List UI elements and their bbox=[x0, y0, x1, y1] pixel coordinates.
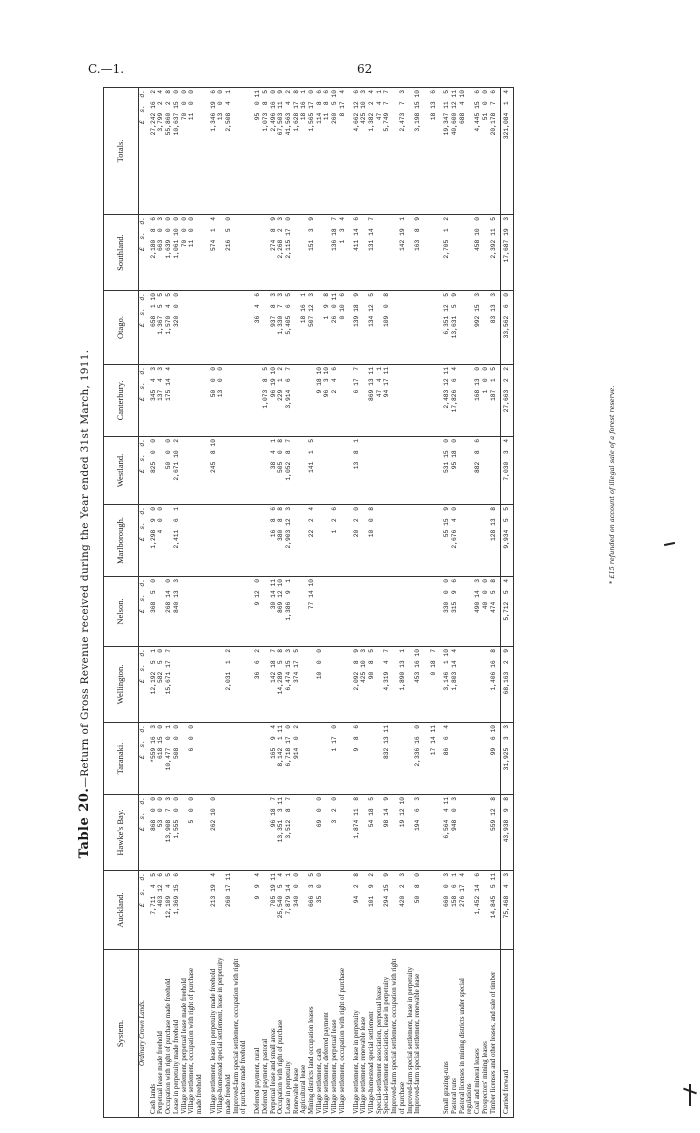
column-header: Taranaki. bbox=[104, 723, 139, 795]
table-row bbox=[207, 88, 252, 1118]
system-name: Coal and mineral leases bbox=[474, 1048, 482, 1114]
units-cell: £ s. d. bbox=[139, 437, 147, 505]
system-name: Small grazing-runs bbox=[443, 1061, 451, 1114]
header-row bbox=[104, 88, 139, 1118]
revenue-cell: 658 1 10 1,367 5 5 1,570 4 5 320 0 0 bbox=[147, 291, 207, 365]
units-cell: £ s. d. bbox=[139, 871, 147, 950]
system-name: Improved-farm special settlement, occupation with right of purchase made freehold bbox=[232, 958, 248, 1114]
system-name: Village settlement, cash bbox=[315, 1048, 323, 1114]
system-name: Lease in perpetuity bbox=[284, 1061, 292, 1114]
system-name: Deferred payment, rural bbox=[254, 1047, 262, 1114]
system-name: Village settlement, lease in perpetuity bbox=[352, 1010, 360, 1114]
carried-forward-value: 321,084 1 4 bbox=[501, 88, 514, 215]
system-name: Occupation with right of purchase made freehold bbox=[165, 978, 173, 1114]
revenue-cell bbox=[207, 577, 252, 647]
carried-forward-value: 33,562 6 0 bbox=[501, 291, 514, 365]
column-header: Southland. bbox=[104, 215, 139, 291]
carried-forward-label: Carried forward bbox=[501, 950, 514, 1118]
units-row bbox=[139, 88, 147, 1118]
revenue-cell: 213 19 4 260 17 11 bbox=[207, 871, 252, 950]
column-header: Otago. bbox=[104, 291, 139, 365]
revenue-cell: 36 6 2 142 18 7 14,289 5 8 6,474 15 3 374 17 5 10 0 0 bbox=[251, 647, 349, 723]
revenue-cell: 20 2 0 10 0 8 bbox=[350, 505, 441, 577]
system-cell bbox=[440, 950, 500, 1118]
revenue-cell: 27,242 16 2 3,799 2 4 55,860 2 8 10,637 15 0 70 0 0 11 0 0 bbox=[147, 88, 207, 215]
revenue-cell: 825 0 0 50 0 0 2,671 10 2 bbox=[147, 437, 207, 505]
system-name: Cash lands bbox=[149, 1083, 157, 1114]
table-label: Table 20. bbox=[77, 787, 92, 859]
carried-forward-value: 31,925 3 3 bbox=[501, 723, 514, 795]
revenue-cell: 868 0 0 53 0 0 13,908 7 3 1,555 0 0 5 0 0 bbox=[147, 795, 207, 871]
carried-forward-value: 75,468 4 3 bbox=[501, 871, 514, 950]
revenue-cell: 411 14 6 131 14 7 142 19 1 163 8 9 bbox=[350, 215, 441, 291]
revenue-cell: 6,564 4 11 948 0 3 559 12 8 bbox=[440, 795, 500, 871]
table-body bbox=[139, 88, 501, 1118]
units-cell: £ s. d. bbox=[139, 215, 147, 291]
system-name: Lease in perpetuity made freehold bbox=[172, 1019, 180, 1114]
system-name: Timber licenses and other leases, and sale of timber bbox=[489, 971, 497, 1114]
revenue-cell bbox=[207, 291, 252, 365]
units-cell: £ s. d. bbox=[139, 795, 147, 871]
revenue-cell: 9 12 0 30 14 11 869 12 10 1,386 9 1 77 14 10 bbox=[251, 577, 349, 647]
units-cell: £ s. d. bbox=[139, 577, 147, 647]
revenue-cell: 245 8 10 bbox=[207, 437, 252, 505]
units-cell: £ s. d. bbox=[139, 723, 147, 795]
revenue-cell: 6 17 7 869 13 11 47 4 1 94 17 11 bbox=[350, 365, 441, 437]
rotated-table-block bbox=[63, 84, 633, 1124]
revenue-cell: 1,346 19 6 13 0 0 2,508 4 1 bbox=[207, 88, 252, 215]
column-header: Hawke's Bay. bbox=[104, 795, 139, 871]
column-header: Nelson. bbox=[104, 577, 139, 647]
revenue-cell bbox=[207, 505, 252, 577]
column-header: System. bbox=[104, 950, 139, 1118]
system-name: Special-settlement association, lease in perpetuity bbox=[383, 976, 391, 1114]
revenue-cell: 139 18 9 134 12 5 109 0 8 bbox=[350, 291, 441, 365]
system-name: Village settlement, occupation with right of purchase bbox=[338, 968, 346, 1114]
scan-speck bbox=[689, 1084, 691, 1106]
revenue-cell bbox=[207, 723, 252, 795]
carried-forward-value: 27,663 2 2 bbox=[501, 365, 514, 437]
footnote: * £15 refunded on account of illegal sale of a forest reserve. bbox=[608, 385, 616, 584]
table-row bbox=[350, 88, 441, 1118]
revenue-cell: 2,092 8 9 425 10 3 90 8 5 4,319 4 7 1,890 13 1 453 16 10 0 18 7 bbox=[350, 647, 441, 723]
column-header: Marlborough. bbox=[104, 505, 139, 577]
system-name: Village-homestead special settlement, lease in perpetuity made freehold bbox=[217, 957, 233, 1114]
system-name: Occupation with right of purchase bbox=[277, 1019, 285, 1114]
revenue-cell: 6,351 12 5 13,631 5 9 992 15 3 83 13 3 bbox=[440, 291, 500, 365]
table-row bbox=[440, 88, 500, 1118]
system-name: Improved-farm special settlement, renewable lease bbox=[414, 973, 422, 1114]
revenue-cell: 1,874 11 8 54 18 5 98 14 9 19 12 10 194 6 3 bbox=[350, 795, 441, 871]
revenue-cell: 12,192 5 1 582 5 0 15,671 17 7 bbox=[147, 647, 207, 723]
units-cell: £ s. d. bbox=[139, 88, 147, 215]
page-number: 62 bbox=[357, 62, 373, 76]
revenue-cell: 2,705 1 2 458 10 0 2,392 11 5 bbox=[440, 215, 500, 291]
revenue-cell: 95 0 11 1,073 8 5 2,496 16 0 67,503 11 9 41,563 4 2 1,628 17 8 18 16 1 1,565 17 0 114 8 6 11 8 6 260 5 10 8 17 4 bbox=[251, 88, 349, 215]
revenue-cell: 165 9 4 8,142 1 11 6,718 17 0 914 0 2 1 17 0 bbox=[251, 723, 349, 795]
system-name: Prospectors' mining leases bbox=[481, 1041, 489, 1114]
system-name: Village-homestead special settlement bbox=[367, 1011, 375, 1114]
units-cell: £ s. d. bbox=[139, 365, 147, 437]
system-name: Village settlement, deferred payment bbox=[323, 1012, 331, 1114]
revenue-cell: 16 8 6 380 8 8 2,903 12 3 22 2 4 1 2 6 bbox=[251, 505, 349, 577]
revenue-cell: 660 0 3 158 6 1 276 17 4 1,452 14 6 14,845 5 11 bbox=[440, 871, 500, 950]
system-name: Improved-farm special settlement, lease in perpetuity bbox=[406, 967, 414, 1114]
system-name: Village settlement, lease in perpetuity made freehold bbox=[209, 968, 217, 1114]
system-heading: Ordinary Crown Lands. bbox=[139, 1000, 146, 1066]
system-heading-cell bbox=[139, 950, 147, 1118]
column-header: Canterbury. bbox=[104, 365, 139, 437]
system-name: Perpetual lease made freehold bbox=[157, 1031, 165, 1114]
revenue-cell: 38 4 1 505 0 8 1,052 8 7 141 1 5 bbox=[251, 437, 349, 505]
carried-forward-value: 17,687 19 3 bbox=[501, 215, 514, 291]
revenue-cell: 50 0 0 13 0 0 bbox=[207, 365, 252, 437]
revenue-cell: 531 15 0 95 18 0 882 8 6 bbox=[440, 437, 500, 505]
system-name: Pastoral runs bbox=[451, 1078, 459, 1114]
system-cell bbox=[147, 950, 207, 1118]
revenue-cell: 9 9 4 705 19 11 25,540 5 4 7,879 14 1 340 0 0 666 3 5 35 0 0 bbox=[251, 871, 349, 950]
revenue-cell: 55 15 9 2,676 4 0 128 13 8 bbox=[440, 505, 500, 577]
system-cell bbox=[350, 950, 441, 1118]
carried-forward-row bbox=[501, 88, 514, 1118]
revenue-cell: 9 8 6 832 13 11 2,336 16 0 17 14 11 bbox=[350, 723, 441, 795]
system-name: Village settlement, renewable lease bbox=[360, 1016, 368, 1114]
system-cell bbox=[207, 950, 252, 1118]
revenue-cell: 2,031 1 2 bbox=[207, 647, 252, 723]
revenue-cell: 368 5 0 268 14 0 840 13 3 bbox=[147, 577, 207, 647]
system-name: Deferred payment, pastoral bbox=[261, 1038, 269, 1114]
system-name: Mining districts land occupation leases bbox=[308, 1006, 316, 1114]
page-identifier: C.—1. bbox=[88, 62, 125, 76]
system-name: Village settlement, perpetual lease bbox=[331, 1019, 339, 1114]
carried-forward-value: 5,712 5 4 bbox=[501, 577, 514, 647]
revenue-cell: 1,073 8 5 96 19 10 229 1 2 3,914 6 7 9 18 10 96 3 10 2 4 6 bbox=[251, 365, 349, 437]
revenue-cell: 330 0 0 315 9 6 490 14 3 40 0 0 474 5 8 bbox=[440, 577, 500, 647]
units-cell: £ s. d. bbox=[139, 291, 147, 365]
revenue-cell: 19,347 11 5 40,600 12 11 688 4 10 4,445 15 6 51 0 0 20,178 7 6 bbox=[440, 88, 500, 215]
revenue-cell: 4,662 12 6 425 10 3 1,382 2 4 47 4 1 5,749 7 7 2,473 7 3 3,198 15 10 18 13 6 bbox=[350, 88, 441, 215]
system-name: Renewable lease bbox=[292, 1067, 300, 1114]
table-title bbox=[77, 84, 92, 1124]
revenue-cell: 574 1 4 216 5 0 bbox=[207, 215, 252, 291]
system-name: Perpetual lease and small areas bbox=[269, 1028, 277, 1114]
revenue-cell: 1,298 9 0 4 0 0 2,411 6 1 bbox=[147, 505, 207, 577]
system-name: Special-settlement association, perpetual lease bbox=[375, 986, 383, 1114]
system-name: Improved-farm special settlement, occupation with right of purchase bbox=[391, 958, 406, 1114]
revenue-cell: *559 16 3 618 15 0 10,477 0 1 508 0 0 6 0 0 bbox=[147, 723, 207, 795]
system-cell bbox=[251, 950, 349, 1118]
revenue-cell: 3,146 1 10 1,803 14 4 1,406 16 8 bbox=[440, 647, 500, 723]
revenue-cell: 36 4 6 937 8 3 1,330 7 3 5,405 6 5 18 16 1 507 12 3 1 9 8 26 0 11 0 10 6 bbox=[251, 291, 349, 365]
carried-forward-value: 68,163 2 9 bbox=[501, 647, 514, 723]
revenue-cell: 7,711 4 5 403 12 6 12,109 4 5 1,369 15 6 bbox=[147, 871, 207, 950]
table-row bbox=[147, 88, 207, 1118]
system-name: Agricultural lease bbox=[300, 1064, 308, 1114]
revenue-cell: 262 10 0 bbox=[207, 795, 252, 871]
column-header: Auckland. bbox=[104, 871, 139, 950]
column-header: Westland. bbox=[104, 437, 139, 505]
column-header: Totals. bbox=[104, 88, 139, 215]
carried-forward-value: 43,938 9 8 bbox=[501, 795, 514, 871]
revenue-cell: 86 6 4 99 6 10 bbox=[440, 723, 500, 795]
system-name: Pastoral licenses in mining districts under special regulations bbox=[458, 978, 474, 1114]
revenue-cell: 2,483 12 11 17,826 6 4 168 13 0 1 0 0 187 1 5 bbox=[440, 365, 500, 437]
revenue-cell: 345 4 3 137 4 3 175 14 4 bbox=[147, 365, 207, 437]
revenue-cell: 2,180 8 6 663 0 3 1,639 0 0 1,061 10 0 70 0 0 11 0 0 bbox=[147, 215, 207, 291]
units-cell: £ s. d. bbox=[139, 647, 147, 723]
revenue-cell: 13 8 1 bbox=[350, 437, 441, 505]
table-row bbox=[251, 88, 349, 1118]
scan-speck bbox=[664, 542, 675, 546]
revenue-cell bbox=[350, 577, 441, 647]
revenue-cell: 96 18 7 13,351 3 11 3,512 8 7 69 0 0 3 2 0 bbox=[251, 795, 349, 871]
carried-forward-value: 7,030 3 4 bbox=[501, 437, 514, 505]
units-cell: £ s. d. bbox=[139, 505, 147, 577]
system-name: Village settlement, occupation with right of purchase made freehold bbox=[188, 968, 203, 1114]
revenue-cell: 94 2 8 101 9 2 294 15 9 420 2 3 50 8 0 bbox=[350, 871, 441, 950]
column-header: Wellington. bbox=[104, 647, 139, 723]
revenue-cell: 274 8 9 2,268 2 3 2,115 17 0 151 3 9 136 18 7 1 3 4 bbox=[251, 215, 349, 291]
carried-forward-value: 9,934 5 5 bbox=[501, 505, 514, 577]
system-name: Village settlement, perpetual lease made freehold bbox=[180, 978, 188, 1114]
table-title-text: —Return of Gross Revenue received during the Year ended 31st March, 1911. bbox=[79, 349, 91, 788]
revenue-table bbox=[103, 87, 514, 1118]
